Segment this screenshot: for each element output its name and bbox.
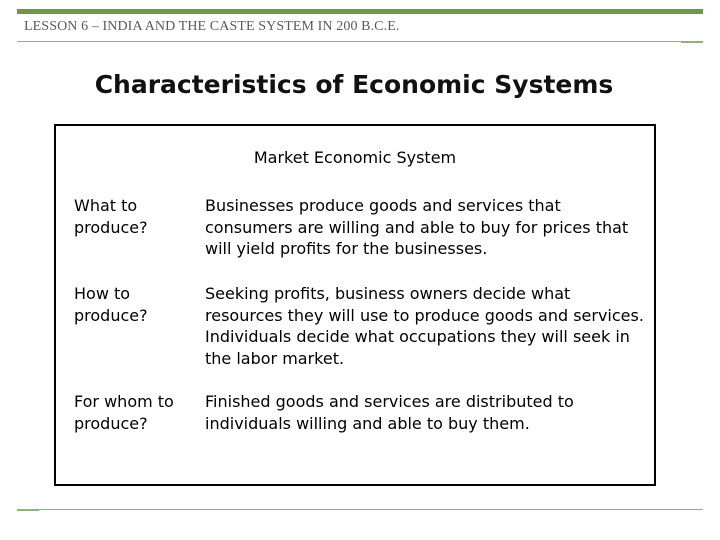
row-question: How to produce?	[74, 284, 148, 325]
header-divider-tick	[681, 41, 703, 43]
row-answer: Businesses produce goods and services that consumers are willing and able to buy for prices that will yield profits for the businesses.	[205, 196, 629, 258]
lesson-header: LESSON 6 – INDIA AND THE CASTE SYSTEM IN 200 B.C.E.	[24, 19, 400, 34]
row-answer: Seeking profits, business owners decide what resources they will use to produce goods and services. Individuals decide what occupations they will seek in the labor market.	[205, 284, 644, 368]
footer-divider-tick	[17, 509, 39, 511]
table-heading: Market Economic System	[253, 148, 457, 167]
economic-system-table	[54, 124, 656, 486]
row-question: For whom to produce?	[74, 392, 174, 433]
page-title: Characteristics of Economic Systems	[94, 70, 614, 99]
row-question: What to produce?	[74, 196, 148, 237]
top-accent-bar	[17, 9, 703, 14]
row-answer: Finished goods and services are distributed to individuals willing and able to buy them.	[205, 392, 574, 433]
header-divider	[17, 41, 681, 42]
footer-divider	[17, 509, 703, 510]
